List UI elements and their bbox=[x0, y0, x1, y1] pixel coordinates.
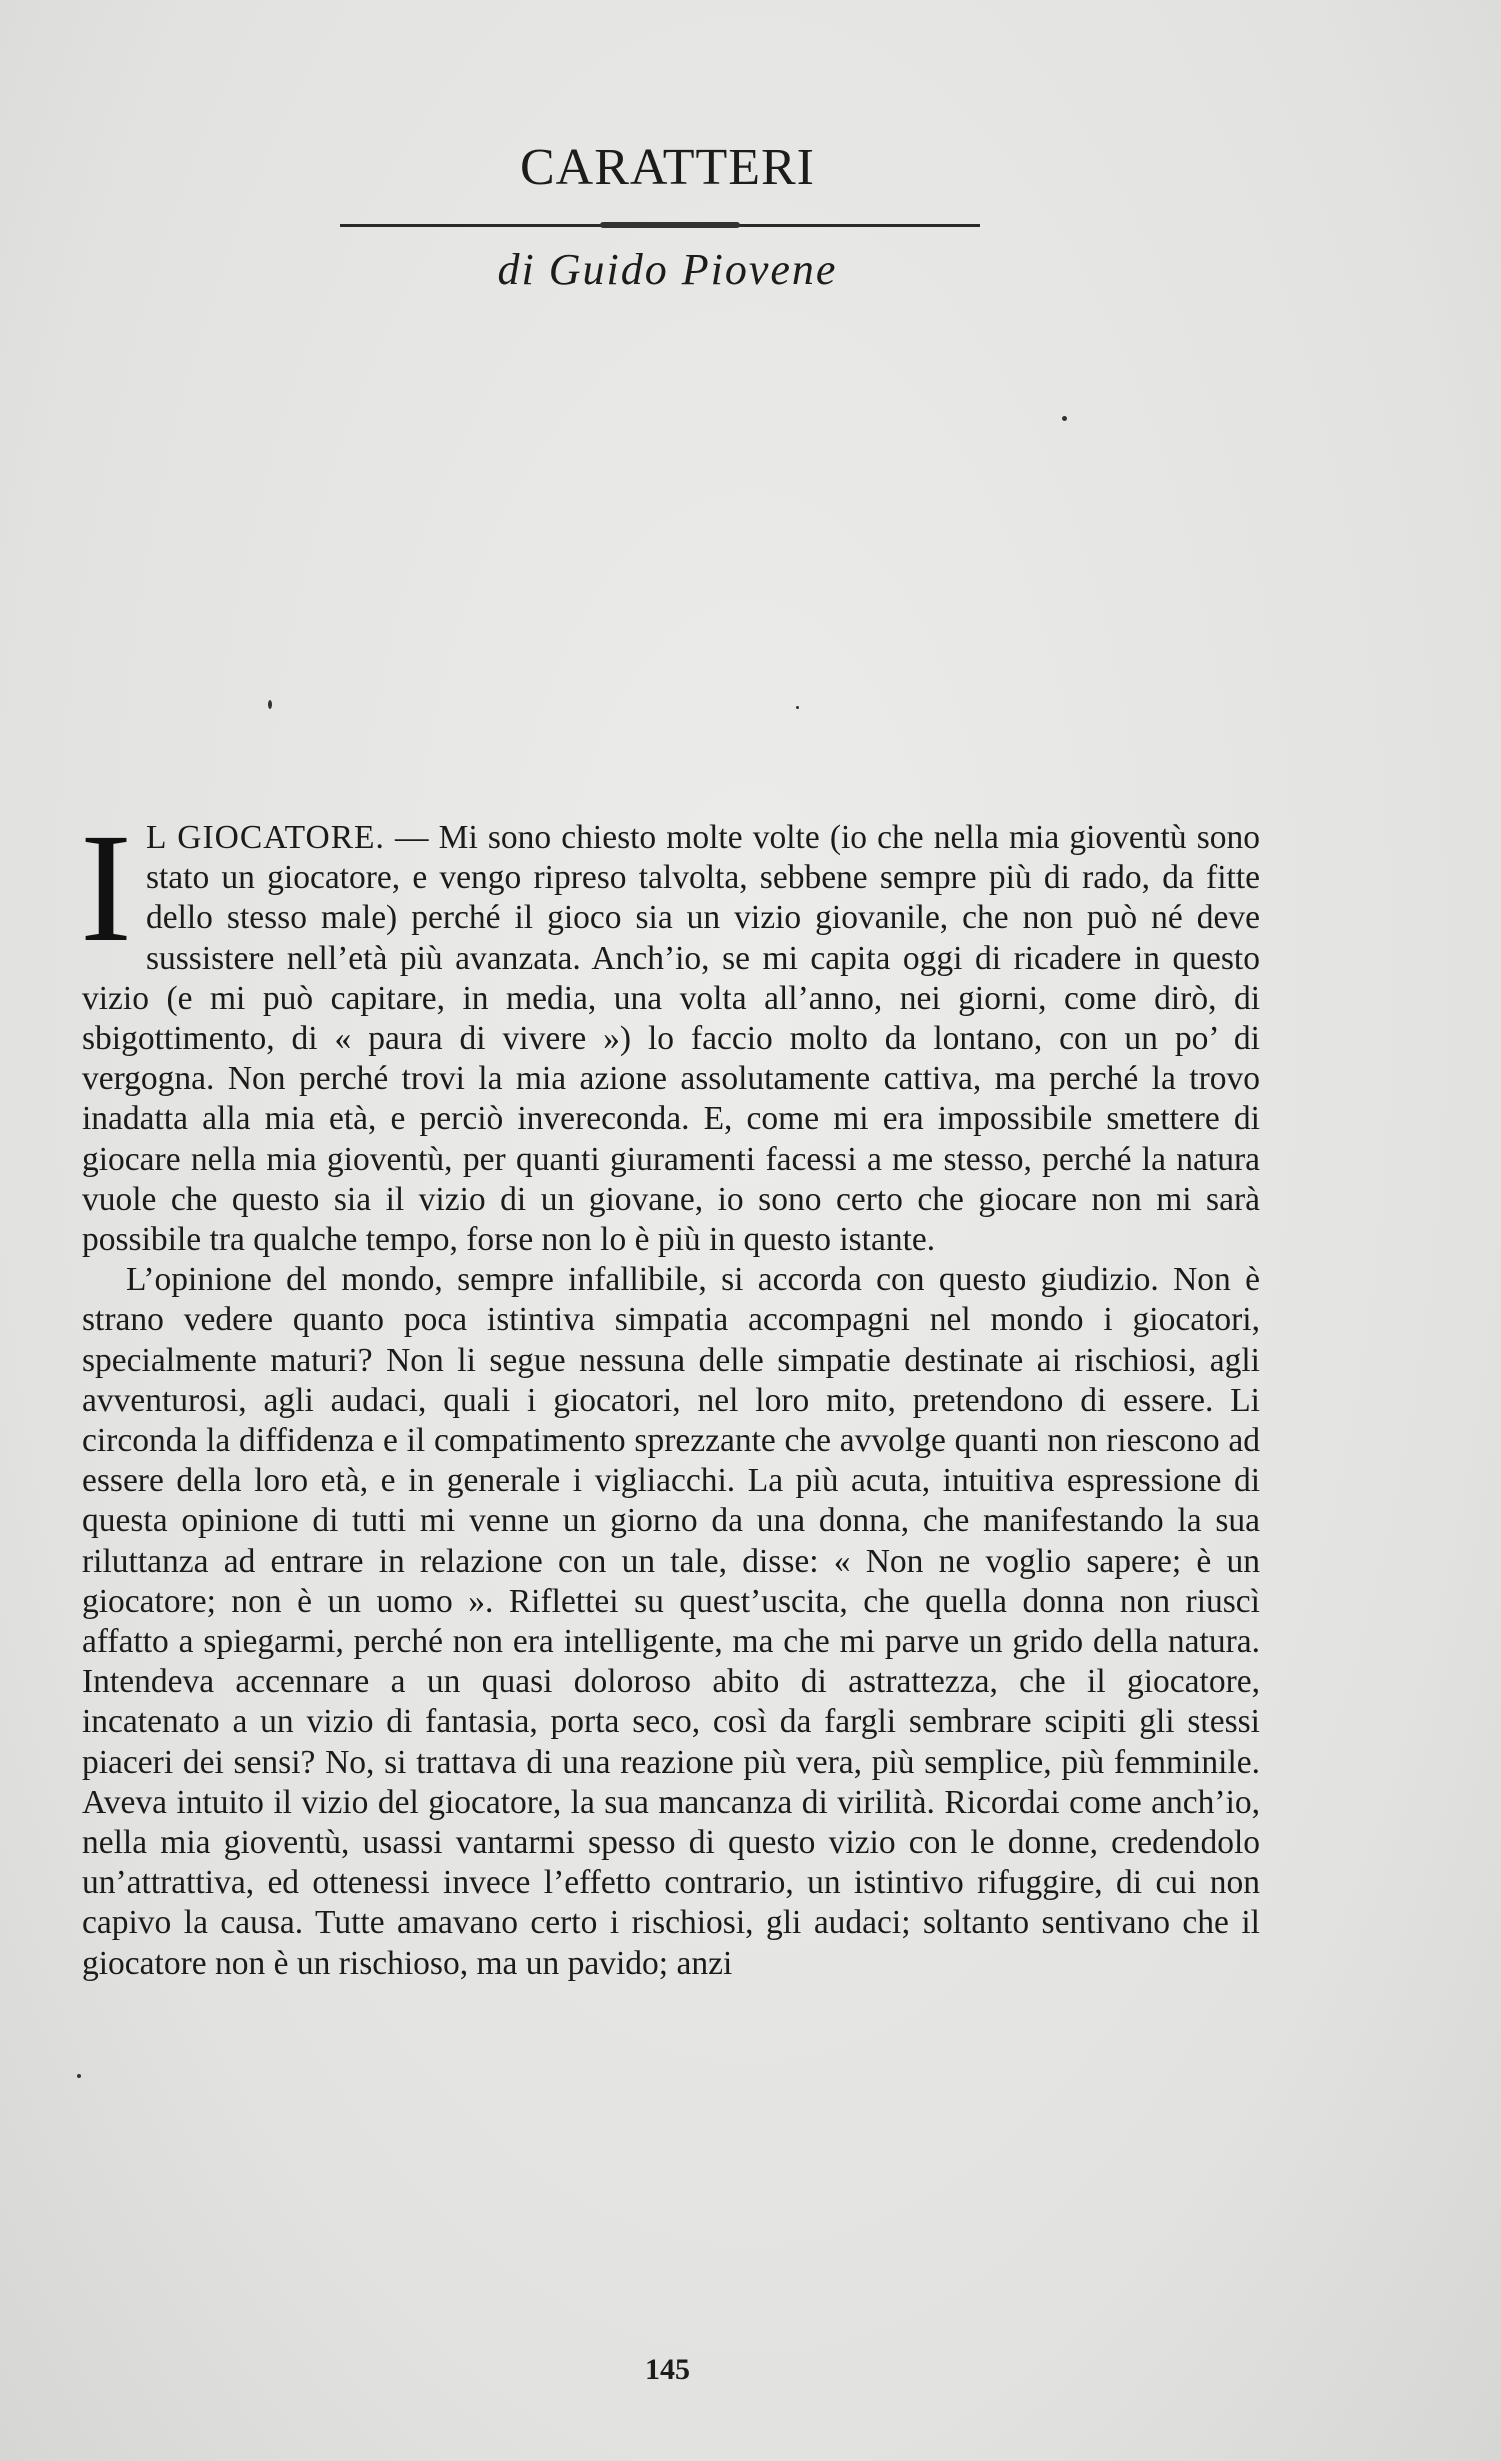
paragraph-1 bbox=[80, 801, 1260, 1260]
print-speck bbox=[268, 700, 272, 709]
lead-in: L GIOCATORE. bbox=[145, 819, 385, 856]
print-speck bbox=[796, 706, 799, 709]
paragraph-2: L’opinione del mondo, sempre infallibile, si accorda con questo giudizio. Non è strano vedere quanto poca istintiva simpatia accompagni nel mondo i giocatori, specialmente maturi? Non li segue nessuna delle simpatie destinate ai rischiosi, agli avventurosi, agli audaci, quali i giocatori, nel loro mito, pretendono di essere. Li circonda la diffidenza e il compatimento sprezzante che avvolge quanti non riescono ad essere della loro età, e in generale i vigliacchi. La più acuta, intuitiva espressione di questa opinione di tutti mi venne un giorno da una donna, che manifestando la sua riluttanza ad entrare in relazione con un tale, disse: « Non ne voglio sapere; è un giocatore; non è un uomo ». Riflettei su quest’uscita, che quella donna non riuscì affatto a spiegarmi, perché non era intelligente, ma che mi parve un grido della natura. Intendeva accennare a un quasi doloroso abito di astrattezza, che il giocatore, incatenato a un vizio di fantasia, porta seco, così da fargli sembrare scipiti gli stessi piaceri dei sensi? No, si trattava di una reazione più vera, più semplice, più femminile. Aveva intuito il vizio del giocatore, la sua mancanza di virilità. Ricordai come anch’io, nella mia gioventù, usassi vantarmi spesso di questo vizio con le donne, credendolo un’attrattiva, ed ottenessi invece l’effetto contrario, un istintivo rifuggire, di cui non capivo la causa. Tutte amavano certo i rischiosi, gli audaci; soltanto sentivano che il giocatore non è un rischioso, ma un pavido; anzi bbox=[82, 1261, 1260, 1982]
title-rule bbox=[340, 224, 980, 227]
paragraph-1-text: — Mi sono chiesto molte volte (io che nella mia gioventù sono stato un giocatore, e vengo ripreso talvolta, sebbene sempre più di rado, da fitte dello stesso male) perché il gioco sia un vizio giovanile, che non può né deve sussistere nell’età più avanzata. Anch’io, se mi capita oggi di ricadere in questo vizio (e mi può capitare, in media, una volta all’anno, nei giorni, come dirò, di sbigottimento, di « paura di vivere ») lo faccio molto da lontano, con un po’ di vergogna. Non perché trovi la mia azione assolutamente cattiva, ma perché la trovo inadatta alla mia età, e perciò invereconda. E, come mi era impossibile smettere di giocare nella mia gioventù, per quanti giuramenti facessi a me stesso, perché la natura vuole che questo sia il vizio di un giovane, io sono certo che giocare non mi sarà possibile tra qualche tempo, forse non lo è più in questo istante. bbox=[82, 819, 1260, 1259]
section-title: CARATTERI bbox=[520, 139, 815, 196]
page-number: 145 bbox=[645, 2353, 690, 2386]
article-body bbox=[80, 801, 1260, 1984]
print-speck bbox=[77, 2074, 81, 2078]
drop-cap: I bbox=[80, 801, 132, 974]
print-speck bbox=[1062, 416, 1067, 421]
author-byline: di Guido Piovene bbox=[497, 245, 838, 294]
